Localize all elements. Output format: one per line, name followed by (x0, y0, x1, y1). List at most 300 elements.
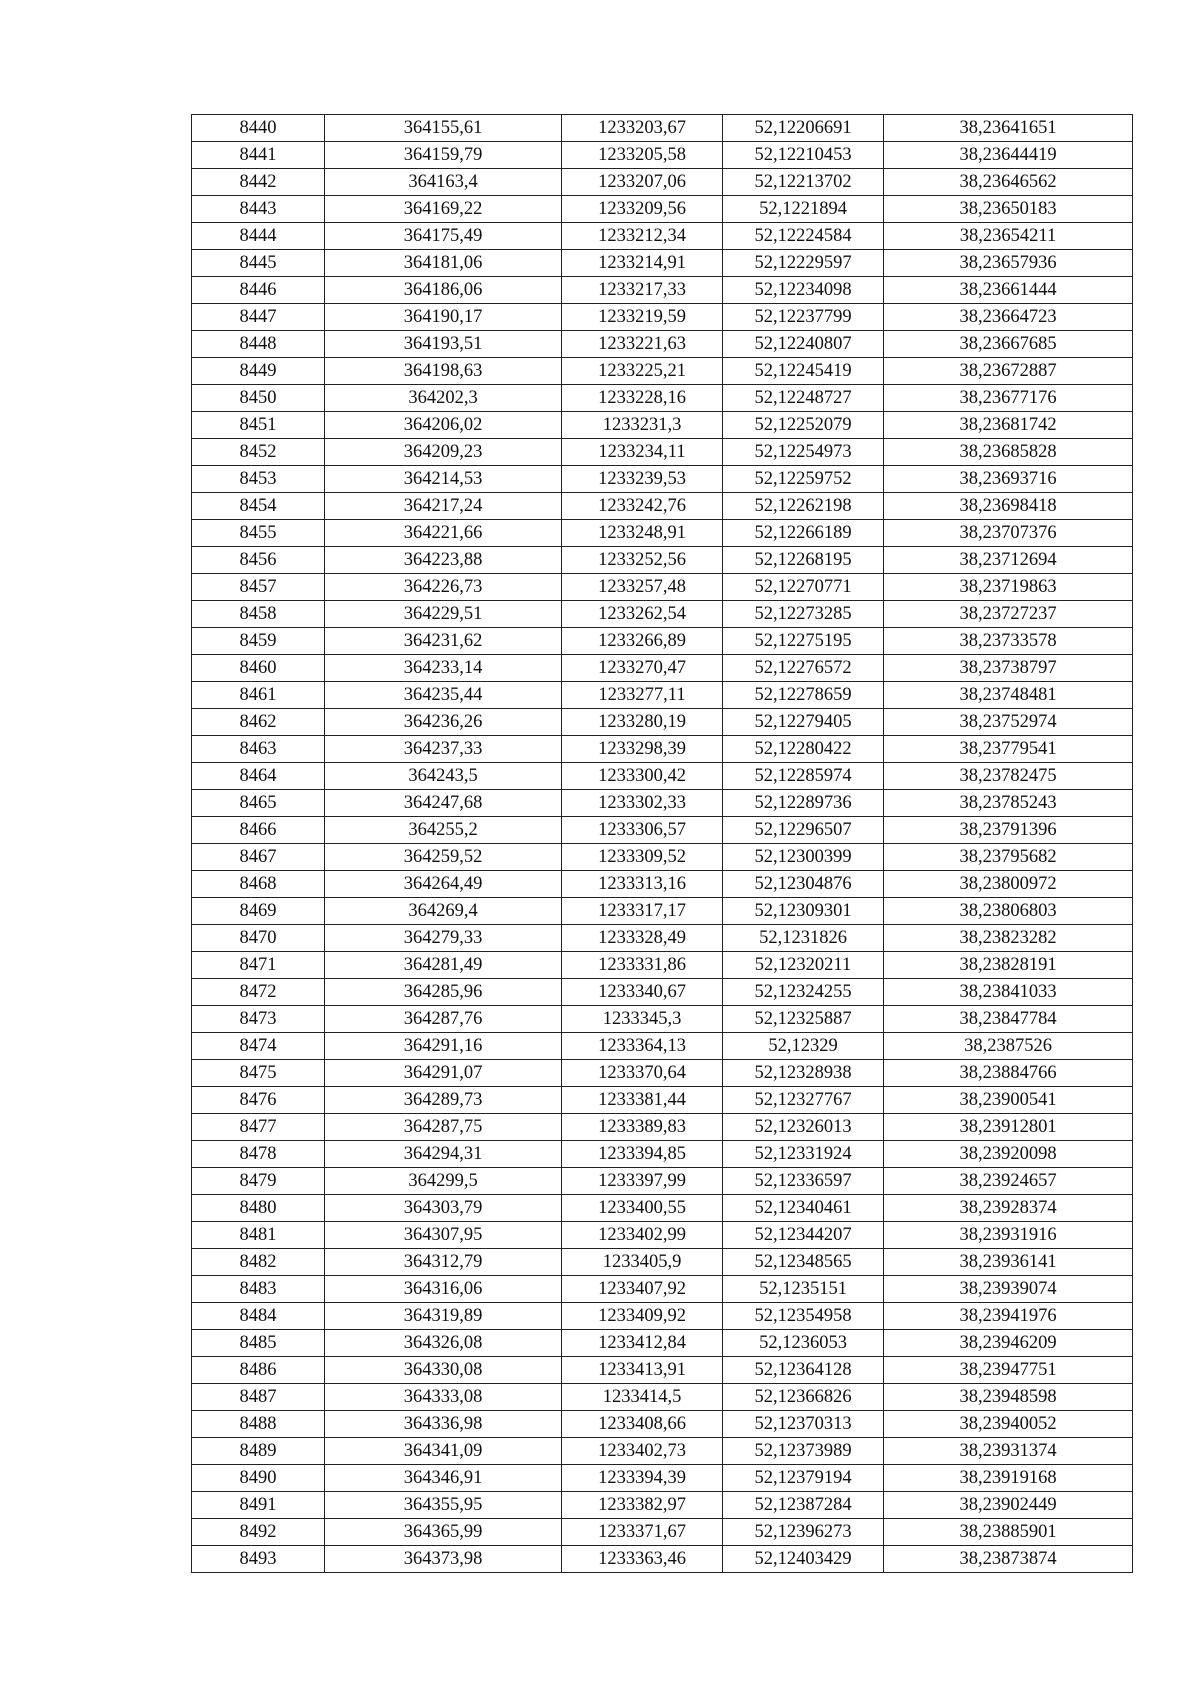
point-number-cell: 8449 (192, 358, 325, 385)
longitude-cell: 38,23947751 (884, 1357, 1133, 1384)
table-row (192, 277, 1133, 304)
table-row (192, 574, 1133, 601)
table-row (192, 1384, 1133, 1411)
x-coordinate-cell: 364198,63 (325, 358, 562, 385)
y-coordinate-cell: 1233364,13 (562, 1033, 723, 1060)
longitude-cell: 38,23646562 (884, 169, 1133, 196)
longitude-cell: 38,23940052 (884, 1411, 1133, 1438)
longitude-cell: 38,23677176 (884, 385, 1133, 412)
longitude-cell: 38,23779541 (884, 736, 1133, 763)
point-number-cell: 8490 (192, 1465, 325, 1492)
table-row (192, 493, 1133, 520)
y-coordinate-cell: 1233280,19 (562, 709, 723, 736)
x-coordinate-cell: 364237,33 (325, 736, 562, 763)
point-number-cell: 8472 (192, 979, 325, 1006)
x-coordinate-cell: 364264,49 (325, 871, 562, 898)
point-number-cell: 8469 (192, 898, 325, 925)
x-coordinate-cell: 364231,62 (325, 628, 562, 655)
x-coordinate-cell: 364289,73 (325, 1087, 562, 1114)
latitude-cell: 52,12268195 (723, 547, 884, 574)
table-row (192, 1276, 1133, 1303)
point-number-cell: 8459 (192, 628, 325, 655)
y-coordinate-cell: 1233252,56 (562, 547, 723, 574)
table-row (192, 844, 1133, 871)
latitude-cell: 52,12270771 (723, 574, 884, 601)
longitude-cell: 38,23707376 (884, 520, 1133, 547)
y-coordinate-cell: 1233221,63 (562, 331, 723, 358)
x-coordinate-cell: 364221,66 (325, 520, 562, 547)
point-number-cell: 8486 (192, 1357, 325, 1384)
x-coordinate-cell: 364255,2 (325, 817, 562, 844)
table-row (192, 1087, 1133, 1114)
x-coordinate-cell: 364299,5 (325, 1168, 562, 1195)
y-coordinate-cell: 1233270,47 (562, 655, 723, 682)
longitude-cell: 38,23738797 (884, 655, 1133, 682)
y-coordinate-cell: 1233239,53 (562, 466, 723, 493)
y-coordinate-cell: 1233381,44 (562, 1087, 723, 1114)
latitude-cell: 52,12252079 (723, 412, 884, 439)
x-coordinate-cell: 364326,08 (325, 1330, 562, 1357)
y-coordinate-cell: 1233328,49 (562, 925, 723, 952)
latitude-cell: 52,12327767 (723, 1087, 884, 1114)
longitude-cell: 38,23884766 (884, 1060, 1133, 1087)
longitude-cell: 38,23800972 (884, 871, 1133, 898)
y-coordinate-cell: 1233413,91 (562, 1357, 723, 1384)
y-coordinate-cell: 1233414,5 (562, 1384, 723, 1411)
x-coordinate-cell: 364243,5 (325, 763, 562, 790)
y-coordinate-cell: 1233345,3 (562, 1006, 723, 1033)
y-coordinate-cell: 1233389,83 (562, 1114, 723, 1141)
x-coordinate-cell: 364312,79 (325, 1249, 562, 1276)
y-coordinate-cell: 1233231,3 (562, 412, 723, 439)
y-coordinate-cell: 1233209,56 (562, 196, 723, 223)
longitude-cell: 38,23644419 (884, 142, 1133, 169)
x-coordinate-cell: 364355,95 (325, 1492, 562, 1519)
point-number-cell: 8448 (192, 331, 325, 358)
x-coordinate-cell: 364217,24 (325, 493, 562, 520)
longitude-cell: 38,23791396 (884, 817, 1133, 844)
x-coordinate-cell: 364229,51 (325, 601, 562, 628)
longitude-cell: 38,23748481 (884, 682, 1133, 709)
longitude-cell: 38,23847784 (884, 1006, 1133, 1033)
point-number-cell: 8476 (192, 1087, 325, 1114)
latitude-cell: 52,12237799 (723, 304, 884, 331)
point-number-cell: 8487 (192, 1384, 325, 1411)
y-coordinate-cell: 1233214,91 (562, 250, 723, 277)
x-coordinate-cell: 364330,08 (325, 1357, 562, 1384)
x-coordinate-cell: 364346,91 (325, 1465, 562, 1492)
latitude-cell: 52,12266189 (723, 520, 884, 547)
x-coordinate-cell: 364303,79 (325, 1195, 562, 1222)
point-number-cell: 8482 (192, 1249, 325, 1276)
longitude-cell: 38,23931374 (884, 1438, 1133, 1465)
longitude-cell: 38,23782475 (884, 763, 1133, 790)
x-coordinate-cell: 364269,4 (325, 898, 562, 925)
longitude-cell: 38,23873874 (884, 1546, 1133, 1573)
latitude-cell: 52,12379194 (723, 1465, 884, 1492)
y-coordinate-cell: 1233408,66 (562, 1411, 723, 1438)
y-coordinate-cell: 1233405,9 (562, 1249, 723, 1276)
point-number-cell: 8491 (192, 1492, 325, 1519)
x-coordinate-cell: 364291,16 (325, 1033, 562, 1060)
x-coordinate-cell: 364287,75 (325, 1114, 562, 1141)
point-number-cell: 8480 (192, 1195, 325, 1222)
table-row (192, 601, 1133, 628)
table-row (192, 1006, 1133, 1033)
table-row (192, 547, 1133, 574)
y-coordinate-cell: 1233300,42 (562, 763, 723, 790)
y-coordinate-cell: 1233407,92 (562, 1276, 723, 1303)
latitude-cell: 52,12403429 (723, 1546, 884, 1573)
table-row (192, 1303, 1133, 1330)
table-row (192, 979, 1133, 1006)
y-coordinate-cell: 1233234,11 (562, 439, 723, 466)
table-row (192, 1546, 1133, 1573)
point-number-cell: 8452 (192, 439, 325, 466)
latitude-cell: 52,12325887 (723, 1006, 884, 1033)
y-coordinate-cell: 1233409,92 (562, 1303, 723, 1330)
table-row (192, 763, 1133, 790)
table-row (192, 1357, 1133, 1384)
point-number-cell: 8451 (192, 412, 325, 439)
longitude-cell: 38,23806803 (884, 898, 1133, 925)
x-coordinate-cell: 364279,33 (325, 925, 562, 952)
x-coordinate-cell: 364175,49 (325, 223, 562, 250)
latitude-cell: 52,12364128 (723, 1357, 884, 1384)
x-coordinate-cell: 364193,51 (325, 331, 562, 358)
latitude-cell: 52,12366826 (723, 1384, 884, 1411)
x-coordinate-cell: 364202,3 (325, 385, 562, 412)
table-row (192, 358, 1133, 385)
table-row (192, 655, 1133, 682)
longitude-cell: 38,23936141 (884, 1249, 1133, 1276)
longitude-cell: 38,23920098 (884, 1141, 1133, 1168)
table-row (192, 466, 1133, 493)
x-coordinate-cell: 364336,98 (325, 1411, 562, 1438)
point-number-cell: 8483 (192, 1276, 325, 1303)
y-coordinate-cell: 1233302,33 (562, 790, 723, 817)
x-coordinate-cell: 364365,99 (325, 1519, 562, 1546)
table-row (192, 1330, 1133, 1357)
longitude-cell: 38,23650183 (884, 196, 1133, 223)
table-row (192, 1222, 1133, 1249)
table-row (192, 1033, 1133, 1060)
x-coordinate-cell: 364373,98 (325, 1546, 562, 1573)
x-coordinate-cell: 364169,22 (325, 196, 562, 223)
latitude-cell: 52,12324255 (723, 979, 884, 1006)
table-row (192, 412, 1133, 439)
x-coordinate-cell: 364285,96 (325, 979, 562, 1006)
y-coordinate-cell: 1233217,33 (562, 277, 723, 304)
x-coordinate-cell: 364190,17 (325, 304, 562, 331)
point-number-cell: 8456 (192, 547, 325, 574)
y-coordinate-cell: 1233205,58 (562, 142, 723, 169)
x-coordinate-cell: 364341,09 (325, 1438, 562, 1465)
y-coordinate-cell: 1233219,59 (562, 304, 723, 331)
table-row (192, 304, 1133, 331)
x-coordinate-cell: 364206,02 (325, 412, 562, 439)
point-number-cell: 8453 (192, 466, 325, 493)
y-coordinate-cell: 1233257,48 (562, 574, 723, 601)
y-coordinate-cell: 1233394,85 (562, 1141, 723, 1168)
x-coordinate-cell: 364236,26 (325, 709, 562, 736)
longitude-cell: 38,2387526 (884, 1033, 1133, 1060)
table-row (192, 1141, 1133, 1168)
point-number-cell: 8477 (192, 1114, 325, 1141)
y-coordinate-cell: 1233207,06 (562, 169, 723, 196)
latitude-cell: 52,12213702 (723, 169, 884, 196)
point-number-cell: 8446 (192, 277, 325, 304)
table-row (192, 1492, 1133, 1519)
latitude-cell: 52,12328938 (723, 1060, 884, 1087)
point-number-cell: 8468 (192, 871, 325, 898)
latitude-cell: 52,12210453 (723, 142, 884, 169)
latitude-cell: 52,12348565 (723, 1249, 884, 1276)
y-coordinate-cell: 1233394,39 (562, 1465, 723, 1492)
latitude-cell: 52,12240807 (723, 331, 884, 358)
latitude-cell: 52,1221894 (723, 196, 884, 223)
longitude-cell: 38,23828191 (884, 952, 1133, 979)
longitude-cell: 38,23912801 (884, 1114, 1133, 1141)
latitude-cell: 52,12254973 (723, 439, 884, 466)
longitude-cell: 38,23885901 (884, 1519, 1133, 1546)
table-row (192, 520, 1133, 547)
point-number-cell: 8462 (192, 709, 325, 736)
y-coordinate-cell: 1233317,17 (562, 898, 723, 925)
longitude-cell: 38,23641651 (884, 115, 1133, 142)
point-number-cell: 8458 (192, 601, 325, 628)
table-row (192, 1060, 1133, 1087)
latitude-cell: 52,12224584 (723, 223, 884, 250)
longitude-cell: 38,23841033 (884, 979, 1133, 1006)
x-coordinate-cell: 364319,89 (325, 1303, 562, 1330)
point-number-cell: 8466 (192, 817, 325, 844)
x-coordinate-cell: 364294,31 (325, 1141, 562, 1168)
point-number-cell: 8440 (192, 115, 325, 142)
table-row (192, 628, 1133, 655)
table-row (192, 331, 1133, 358)
longitude-cell: 38,23681742 (884, 412, 1133, 439)
latitude-cell: 52,12300399 (723, 844, 884, 871)
latitude-cell: 52,12279405 (723, 709, 884, 736)
x-coordinate-cell: 364247,68 (325, 790, 562, 817)
y-coordinate-cell: 1233397,99 (562, 1168, 723, 1195)
y-coordinate-cell: 1233363,46 (562, 1546, 723, 1573)
table-row (192, 115, 1133, 142)
longitude-cell: 38,23698418 (884, 493, 1133, 520)
point-number-cell: 8441 (192, 142, 325, 169)
y-coordinate-cell: 1233412,84 (562, 1330, 723, 1357)
point-number-cell: 8444 (192, 223, 325, 250)
latitude-cell: 52,12275195 (723, 628, 884, 655)
x-coordinate-cell: 364281,49 (325, 952, 562, 979)
table-row (192, 736, 1133, 763)
x-coordinate-cell: 364163,4 (325, 169, 562, 196)
latitude-cell: 52,12289736 (723, 790, 884, 817)
y-coordinate-cell: 1233331,86 (562, 952, 723, 979)
longitude-cell: 38,23948598 (884, 1384, 1133, 1411)
longitude-cell: 38,23712694 (884, 547, 1133, 574)
longitude-cell: 38,23672887 (884, 358, 1133, 385)
table-row (192, 790, 1133, 817)
coordinates-table-body (192, 115, 1133, 1573)
longitude-cell: 38,23939074 (884, 1276, 1133, 1303)
table-row (192, 709, 1133, 736)
longitude-cell: 38,23946209 (884, 1330, 1133, 1357)
latitude-cell: 52,12280422 (723, 736, 884, 763)
latitude-cell: 52,12336597 (723, 1168, 884, 1195)
latitude-cell: 52,12370313 (723, 1411, 884, 1438)
longitude-cell: 38,23661444 (884, 277, 1133, 304)
latitude-cell: 52,12320211 (723, 952, 884, 979)
latitude-cell: 52,12259752 (723, 466, 884, 493)
longitude-cell: 38,23667685 (884, 331, 1133, 358)
point-number-cell: 8478 (192, 1141, 325, 1168)
latitude-cell: 52,12309301 (723, 898, 884, 925)
latitude-cell: 52,1236053 (723, 1330, 884, 1357)
y-coordinate-cell: 1233298,39 (562, 736, 723, 763)
x-coordinate-cell: 364287,76 (325, 1006, 562, 1033)
point-number-cell: 8471 (192, 952, 325, 979)
latitude-cell: 52,12285974 (723, 763, 884, 790)
latitude-cell: 52,12229597 (723, 250, 884, 277)
table-row (192, 196, 1133, 223)
y-coordinate-cell: 1233313,16 (562, 871, 723, 898)
point-number-cell: 8457 (192, 574, 325, 601)
table-row (192, 1114, 1133, 1141)
x-coordinate-cell: 364233,14 (325, 655, 562, 682)
latitude-cell: 52,12373989 (723, 1438, 884, 1465)
x-coordinate-cell: 364316,06 (325, 1276, 562, 1303)
table-row (192, 1519, 1133, 1546)
point-number-cell: 8470 (192, 925, 325, 952)
longitude-cell: 38,23664723 (884, 304, 1133, 331)
point-number-cell: 8481 (192, 1222, 325, 1249)
point-number-cell: 8485 (192, 1330, 325, 1357)
y-coordinate-cell: 1233212,34 (562, 223, 723, 250)
table-row (192, 1438, 1133, 1465)
x-coordinate-cell: 364235,44 (325, 682, 562, 709)
latitude-cell: 52,12278659 (723, 682, 884, 709)
longitude-cell: 38,23727237 (884, 601, 1133, 628)
longitude-cell: 38,23924657 (884, 1168, 1133, 1195)
point-number-cell: 8488 (192, 1411, 325, 1438)
point-number-cell: 8460 (192, 655, 325, 682)
y-coordinate-cell: 1233242,76 (562, 493, 723, 520)
latitude-cell: 52,12273285 (723, 601, 884, 628)
latitude-cell: 52,12344207 (723, 1222, 884, 1249)
table-row (192, 169, 1133, 196)
y-coordinate-cell: 1233203,67 (562, 115, 723, 142)
table-row (192, 817, 1133, 844)
y-coordinate-cell: 1233277,11 (562, 682, 723, 709)
latitude-cell: 52,12245419 (723, 358, 884, 385)
point-number-cell: 8484 (192, 1303, 325, 1330)
point-number-cell: 8475 (192, 1060, 325, 1087)
point-number-cell: 8447 (192, 304, 325, 331)
longitude-cell: 38,23931916 (884, 1222, 1133, 1249)
longitude-cell: 38,23795682 (884, 844, 1133, 871)
y-coordinate-cell: 1233402,73 (562, 1438, 723, 1465)
longitude-cell: 38,23941976 (884, 1303, 1133, 1330)
longitude-cell: 38,23657936 (884, 250, 1133, 277)
y-coordinate-cell: 1233400,55 (562, 1195, 723, 1222)
table-row (192, 1195, 1133, 1222)
x-coordinate-cell: 364214,53 (325, 466, 562, 493)
point-number-cell: 8443 (192, 196, 325, 223)
y-coordinate-cell: 1233382,97 (562, 1492, 723, 1519)
point-number-cell: 8454 (192, 493, 325, 520)
latitude-cell: 52,12262198 (723, 493, 884, 520)
latitude-cell: 52,12331924 (723, 1141, 884, 1168)
longitude-cell: 38,23900541 (884, 1087, 1133, 1114)
point-number-cell: 8493 (192, 1546, 325, 1573)
latitude-cell: 52,12329 (723, 1033, 884, 1060)
table-row (192, 898, 1133, 925)
table-row (192, 250, 1133, 277)
y-coordinate-cell: 1233228,16 (562, 385, 723, 412)
table-row (192, 1249, 1133, 1276)
latitude-cell: 52,12234098 (723, 277, 884, 304)
latitude-cell: 52,12340461 (723, 1195, 884, 1222)
table-row (192, 952, 1133, 979)
table-row (192, 223, 1133, 250)
point-number-cell: 8450 (192, 385, 325, 412)
latitude-cell: 52,12248727 (723, 385, 884, 412)
latitude-cell: 52,1231826 (723, 925, 884, 952)
x-coordinate-cell: 364259,52 (325, 844, 562, 871)
point-number-cell: 8473 (192, 1006, 325, 1033)
latitude-cell: 52,12296507 (723, 817, 884, 844)
y-coordinate-cell: 1233371,67 (562, 1519, 723, 1546)
longitude-cell: 38,23823282 (884, 925, 1133, 952)
point-number-cell: 8455 (192, 520, 325, 547)
longitude-cell: 38,23928374 (884, 1195, 1133, 1222)
x-coordinate-cell: 364186,06 (325, 277, 562, 304)
y-coordinate-cell: 1233309,52 (562, 844, 723, 871)
x-coordinate-cell: 364155,61 (325, 115, 562, 142)
table-row (192, 871, 1133, 898)
y-coordinate-cell: 1233262,54 (562, 601, 723, 628)
table-row (192, 1411, 1133, 1438)
x-coordinate-cell: 364159,79 (325, 142, 562, 169)
table-row (192, 925, 1133, 952)
x-coordinate-cell: 364307,95 (325, 1222, 562, 1249)
x-coordinate-cell: 364291,07 (325, 1060, 562, 1087)
latitude-cell: 52,1235151 (723, 1276, 884, 1303)
table-row (192, 439, 1133, 466)
point-number-cell: 8492 (192, 1519, 325, 1546)
y-coordinate-cell: 1233248,91 (562, 520, 723, 547)
longitude-cell: 38,23719863 (884, 574, 1133, 601)
point-number-cell: 8467 (192, 844, 325, 871)
point-number-cell: 8465 (192, 790, 325, 817)
latitude-cell: 52,12396273 (723, 1519, 884, 1546)
longitude-cell: 38,23693716 (884, 466, 1133, 493)
latitude-cell: 52,12206691 (723, 115, 884, 142)
point-number-cell: 8479 (192, 1168, 325, 1195)
longitude-cell: 38,23733578 (884, 628, 1133, 655)
x-coordinate-cell: 364226,73 (325, 574, 562, 601)
longitude-cell: 38,23919168 (884, 1465, 1133, 1492)
y-coordinate-cell: 1233402,99 (562, 1222, 723, 1249)
point-number-cell: 8445 (192, 250, 325, 277)
longitude-cell: 38,23785243 (884, 790, 1133, 817)
coordinates-table (191, 114, 1133, 1573)
longitude-cell: 38,23654211 (884, 223, 1133, 250)
x-coordinate-cell: 364223,88 (325, 547, 562, 574)
point-number-cell: 8489 (192, 1438, 325, 1465)
